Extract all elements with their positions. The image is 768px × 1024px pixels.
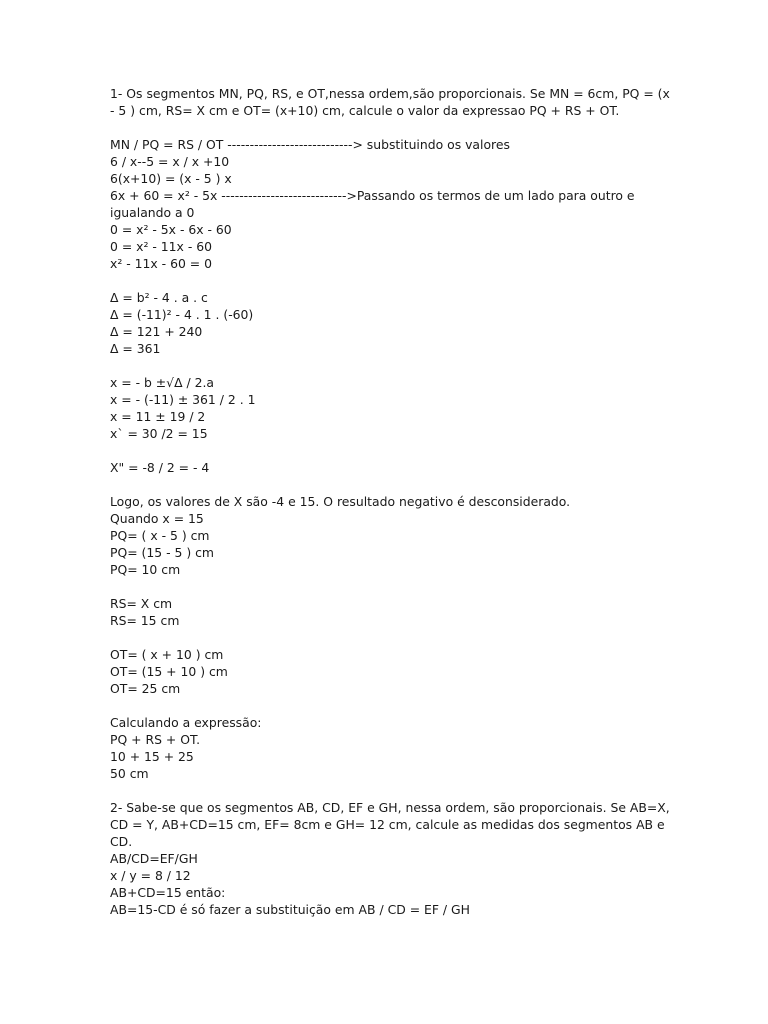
delta-line: Δ = 361: [110, 341, 161, 356]
bhaskara-line: X" = -8 / 2 = - 4: [110, 460, 210, 475]
delta-line: Δ = b² - 4 . a . c: [110, 290, 208, 305]
solution-line: OT= ( x + 10 ) cm: [110, 647, 224, 662]
solution-line: RS= 15 cm: [110, 613, 180, 628]
blank-line: [110, 476, 670, 493]
equation-line: 6(x+10) = (x - 5 ) x: [110, 171, 232, 186]
problem-2-line: AB=15-CD é só fazer a substituição em AB / CD = EF / GH: [110, 902, 470, 917]
solution-line: PQ= ( x - 5 ) cm: [110, 528, 210, 543]
blank-line: [110, 629, 670, 646]
expression-line: 10 + 15 + 25: [110, 749, 194, 764]
equation-line: 0 = x² - 5x - 6x - 60: [110, 222, 232, 237]
delta-line: Δ = 121 + 240: [110, 324, 203, 339]
blank-line: [110, 782, 670, 799]
problem-2-statement: 2- Sabe-se que os segmentos AB, CD, EF e GH, nessa ordem, são proporcionais. Se AB=X, CD = Y, AB+CD=15 cm, EF= 8cm e GH= 12 cm, calcule as medidas dos segmentos AB e CD.: [110, 800, 670, 849]
bhaskara-line: x = 11 ± 19 / 2: [110, 409, 206, 424]
equation-line: x² - 11x - 60 = 0: [110, 256, 213, 271]
solution-line: OT= 25 cm: [110, 681, 181, 696]
problem-2-line: x / y = 8 / 12: [110, 868, 191, 883]
equation-line: 0 = x² - 11x - 60: [110, 239, 213, 254]
solution-line: RS= X cm: [110, 596, 173, 611]
expression-line: PQ + RS + OT.: [110, 732, 201, 747]
blank-line: [110, 697, 670, 714]
blank-line: [110, 357, 670, 374]
solution-line: OT= (15 + 10 ) cm: [110, 664, 228, 679]
solution-line: PQ= (15 - 5 ) cm: [110, 545, 214, 560]
expression-line: 50 cm: [110, 766, 149, 781]
delta-line: Δ = (-11)² - 4 . 1 . (-60): [110, 307, 254, 322]
bhaskara-line: x` = 30 /2 = 15: [110, 426, 208, 441]
blank-line: [110, 578, 670, 595]
problem-2-line: AB/CD=EF/GH: [110, 851, 198, 866]
blank-line: [110, 119, 670, 136]
solution-line: PQ= 10 cm: [110, 562, 181, 577]
equation-line: 6x + 60 = x² - 5x ---------------------------->Passando os termos de um lado para outro e igualando a 0: [110, 188, 635, 220]
conclusion-line: Logo, os valores de X são -4 e 15. O resultado negativo é desconsiderado.: [110, 494, 571, 509]
blank-line: [110, 442, 670, 459]
bhaskara-line: x = - (-11) ± 361 / 2 . 1: [110, 392, 256, 407]
proportion-line: MN / PQ = RS / OT ----------------------------> substituindo os valores: [110, 137, 510, 152]
bhaskara-line: x = - b ±√Δ / 2.a: [110, 375, 215, 390]
document-page: [110, 85, 670, 918]
equation-line: 6 / x--5 = x / x +10: [110, 154, 230, 169]
problem-2-line: AB+CD=15 então:: [110, 885, 226, 900]
blank-line: [110, 272, 670, 289]
problem-1-statement: 1- Os segmentos MN, PQ, RS, e OT,nessa ordem,são proporcionais. Se MN = 6cm, PQ = (x - 5 ) cm, RS= X cm e OT= (x+10) cm, calcule o valor da expressao PQ + RS + OT.: [110, 86, 670, 118]
expression-line: Calculando a expressão:: [110, 715, 262, 730]
solution-line: Quando x = 15: [110, 511, 204, 526]
